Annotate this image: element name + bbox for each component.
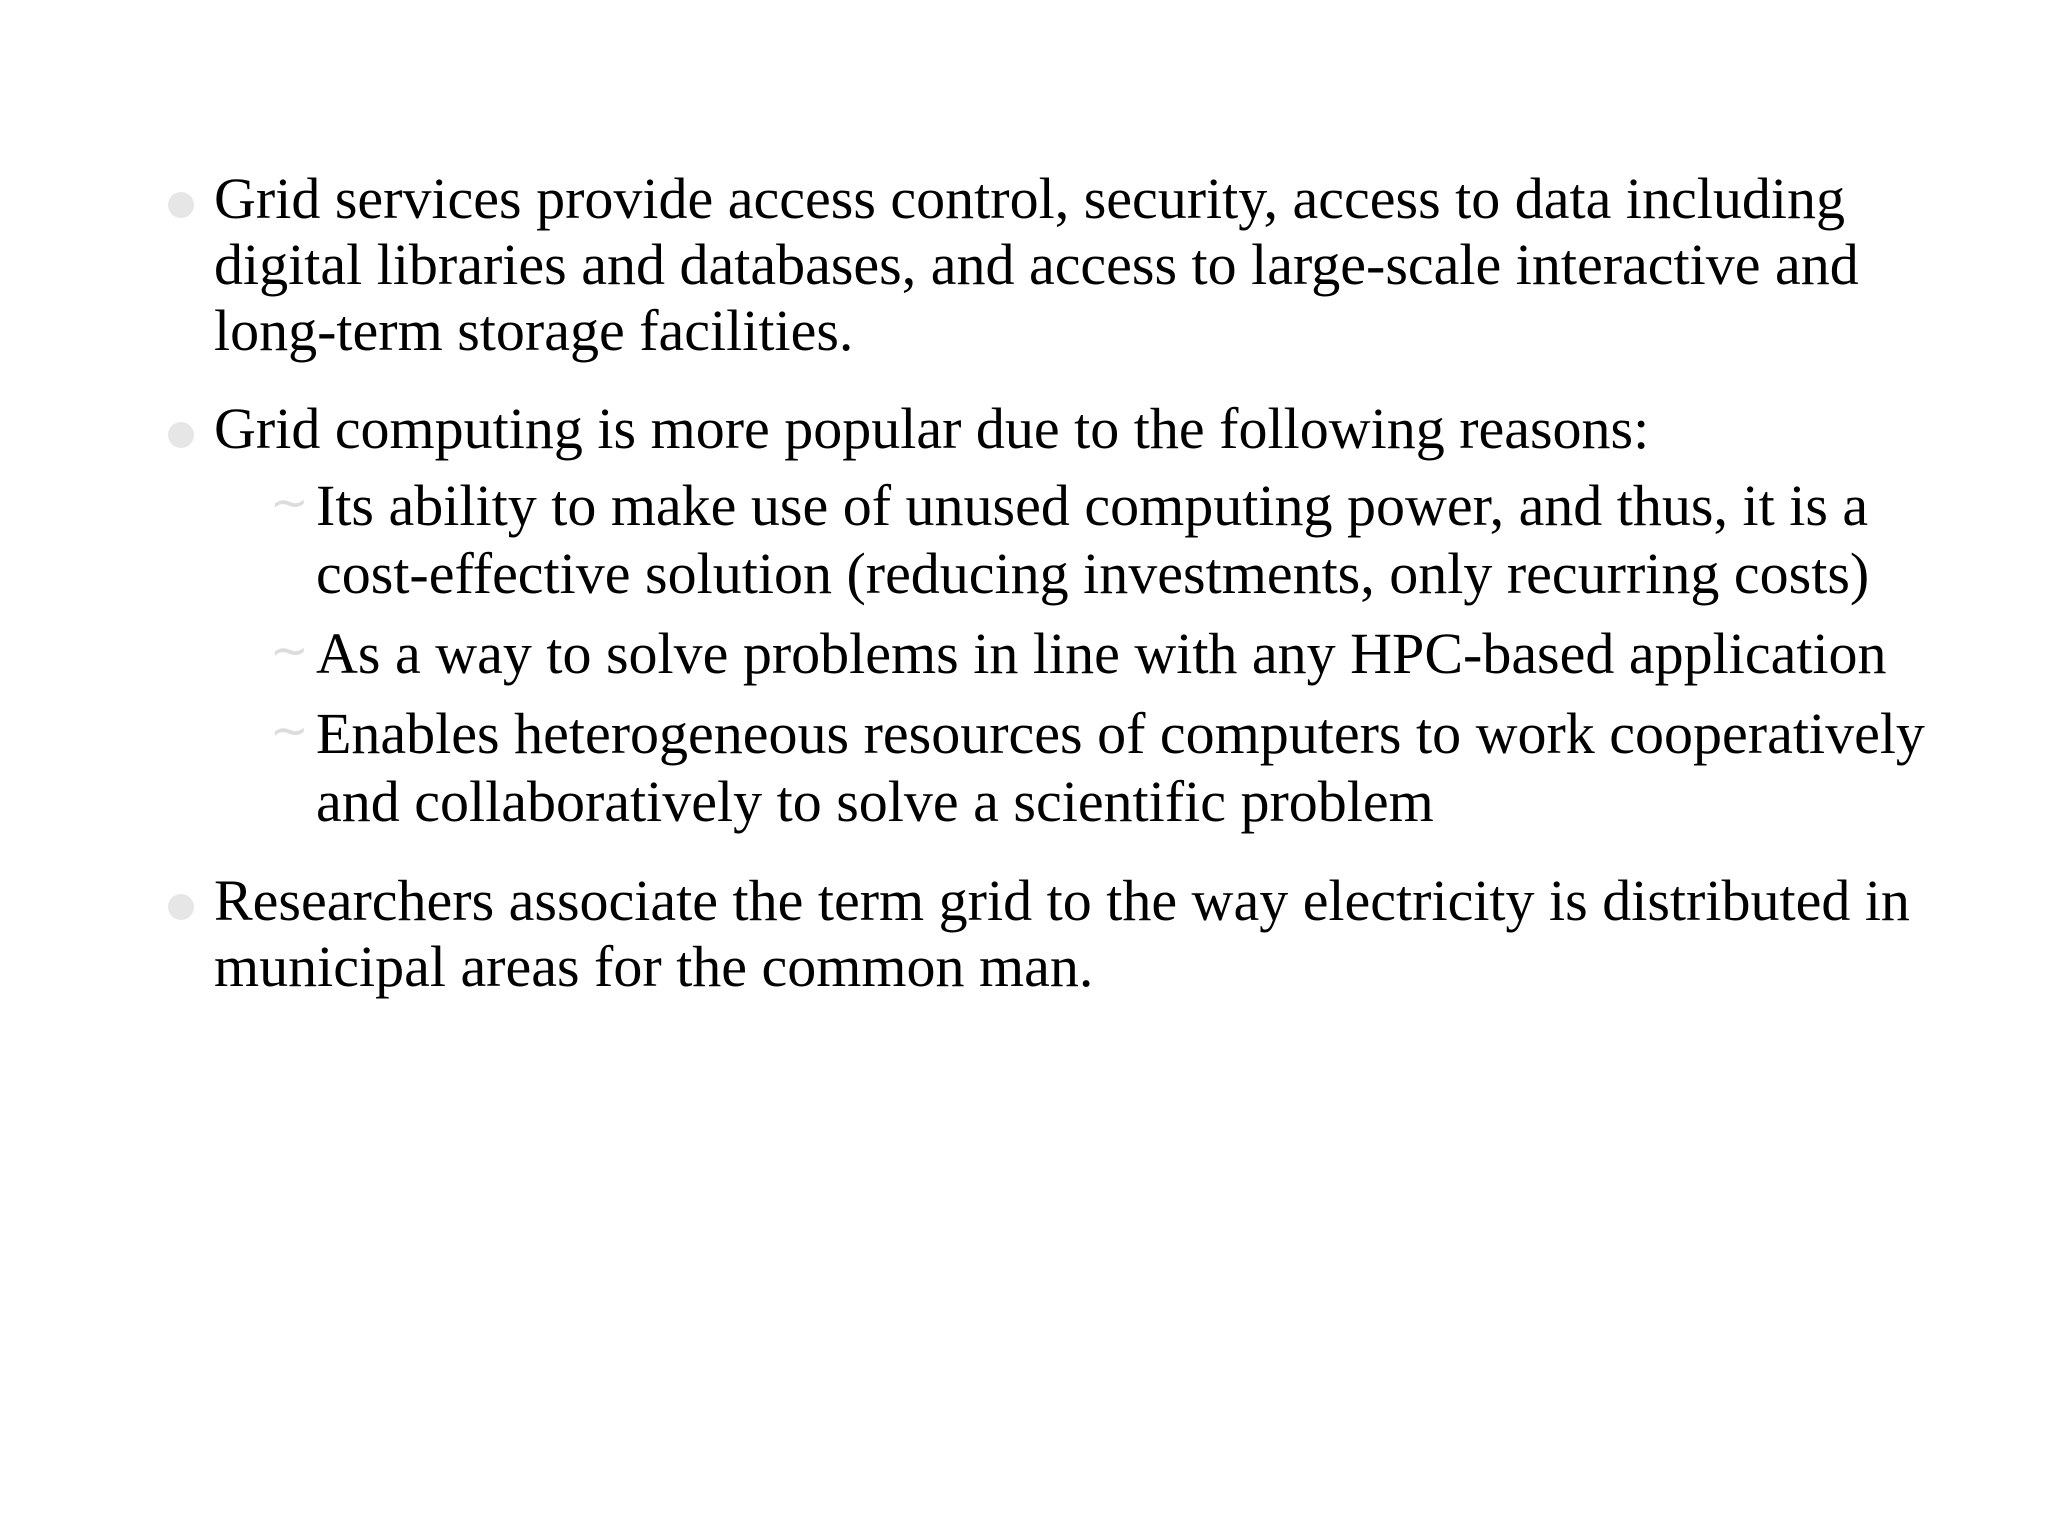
dash-bullet-icon: ~	[270, 475, 309, 529]
sub-bullet-text: Its ability to make use of unused computing power, and thus, it is a cost-effective solution (reducing investments, only recurring costs)	[316, 473, 1870, 606]
bullet-text: Researchers associate the term grid to the way electricity is distributed in municipal areas for the common man.	[214, 868, 1910, 999]
dash-bullet-icon: ~	[270, 703, 309, 757]
bullet-item-researchers	[168, 868, 1928, 1000]
bullet-icon	[168, 894, 194, 920]
slide-body	[168, 166, 1928, 1032]
sub-bullet-item-heterogeneous	[270, 700, 1928, 836]
bullet-item-grid-services	[168, 166, 1928, 364]
sub-bullet-text: Enables heterogeneous resources of computers to work cooperatively and collaboratively to solve a scientific problem	[316, 701, 1925, 834]
sub-bullet-text: As a way to solve problems in line with any HPC-based application	[316, 621, 1887, 686]
bullet-icon	[168, 192, 194, 218]
sub-bullet-list	[270, 472, 1928, 836]
bullet-text: Grid services provide access control, security, access to data including digital libraries and databases, and access to large-scale interactive and long-term storage facilities.	[214, 166, 1859, 363]
bullet-icon	[168, 422, 194, 448]
bullet-text: Grid computing is more popular due to the following reasons:	[214, 396, 1650, 461]
dash-bullet-icon: ~	[270, 623, 309, 677]
bullet-item-grid-computing	[168, 396, 1928, 836]
sub-bullet-item-unused-power	[270, 472, 1928, 608]
sub-bullet-item-hpc	[270, 620, 1928, 688]
